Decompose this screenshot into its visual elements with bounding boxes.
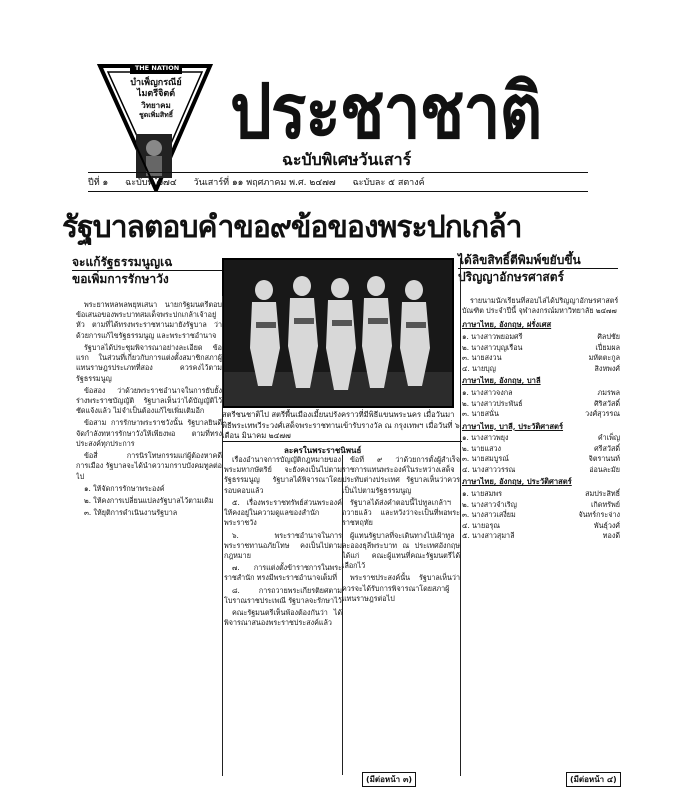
graduate-surname: สมประสิทธิ์ [585, 489, 620, 499]
article-paragraph: ๗. การแต่งตั้งข้าราชการในพระราชสำนัก ทรงมีพระราชอำนาจเต็มที่ [224, 563, 342, 583]
graduate-name: ๑. นางสาวพยอมศรี [462, 332, 523, 342]
graduate-name: ๓. นายสมบูรณ์ [462, 454, 509, 464]
photo-caption: สตรีชนชาติไป สตรีพื้นเมืองเมี้ยนปรังคราวที่มีพิธีแขนพระนคร เมื่อวันมาพิธีพระเทพวีระวงศ์เสด็จพระราชทานเข้ารับรางวัล ณ กรุงเทพฯ เมื่อวันที่ ๖ เดือน มินาคม ๒๔๗๗ [222, 410, 460, 441]
article-paragraph: รัฐบาลได้ส่งคำตอบนี้ไปทูลเกล้าฯ ถวายแล้ว และหวังว่าจะเป็นที่พอพระราชหฤทัย [342, 497, 460, 528]
graduate-row [462, 489, 620, 500]
dateline-price: ฉะบับละ ๕ สตางค์ [352, 178, 425, 188]
article-paragraph: ข้อสอง ว่าด้วยพระราชอำนาจในการยับยั้งร่างพระราชบัญญัติ รัฐบาลเห็นว่าได้บัญญัติไว้ชัดแจ้งแล้ว ไม่จำเป็นต้องแก้ไขเพิ่มเติมอีก [76, 385, 222, 416]
photo-note: ละครในพระราชนิพนธ์ [284, 445, 362, 455]
article-paragraph: ผู้แทนรัฐบาลที่จะเดินทางไปเฝ้าทูลละอองธุลีพระบาท ณ ประเทศอังกฤษ ได้แก่ คณะผู้แทนที่คณะรัฐมนตรีได้เลือกไว้ [342, 530, 460, 571]
graduate-row [462, 521, 620, 532]
dateline-date: วันเสาร์ที่ ๑๑ พฤศภาคม พ.ศ. ๒๔๗๗ [193, 178, 336, 188]
subhead-line: จะแก้รัฐธรรมนูญเฉ [72, 254, 222, 271]
article-list-item: ๑. ให้จัดการรักษาพระองค์ [84, 483, 165, 493]
graduate-row [462, 500, 620, 511]
graduate-name: ๑. นางสาวพยุง [462, 433, 509, 443]
article-paragraph: ข้อสี่ การนิรโทษกรรมแก่ผู้ต้องหาคดีการเมือง รัฐบาลจะได้นำความกราบบังคมทูลต่อไป [76, 451, 222, 481]
graduate-row [462, 332, 620, 343]
graduate-name: ๔. นายอรุณ [462, 520, 501, 530]
subhead-line: ปริญญาอักษรศาสตร์ [458, 270, 564, 285]
graduate-surname: ศิลปชัย [597, 332, 620, 342]
article-column-mid-2 [342, 455, 460, 775]
subhead-left [72, 254, 222, 287]
subhead-line: ขอเพิ่มการรักษาวัง [72, 272, 169, 287]
column-rule [460, 258, 461, 776]
graduate-surname: ศิริสวัสดิ์ [594, 398, 620, 408]
graduate-row [462, 465, 620, 476]
graduate-name: ๓. นายสนั่น [462, 409, 499, 419]
article-paragraph: พระราชประสงค์นั้น รัฐบาลเห็นว่าควรจะได้รับการพิจารณาโดยสภาผู้แทนราษฎรต่อไป [342, 573, 460, 603]
logo-banner: THE NATION [134, 64, 180, 72]
graduate-surname: อ่อนละมัย [589, 464, 620, 474]
dancers-photo-image [224, 260, 452, 406]
graduate-surname: ภมรพล [597, 388, 620, 398]
graduate-name: ๑. นางสาวจงกล [462, 388, 513, 398]
graduate-name: ๒. นางสาวบุญเรือน [462, 342, 523, 352]
graduates-group-heading: ภาษาไทย, อังกฤษ, ฝรั่งเศส [462, 320, 552, 330]
newspaper-title: ประชาชาติ [230, 67, 542, 156]
graduate-surname: คำเพ็ญ [597, 433, 620, 443]
dateline-issue: ฉะบับที่ ๗๗๔ [125, 178, 177, 188]
news-photo [222, 258, 454, 408]
graduate-row [462, 454, 620, 465]
graduate-surname: เกิดทรัพย์ [590, 499, 620, 509]
logo-motto-line: วิทยาคม [141, 100, 171, 110]
graduate-surname: ทองดี [602, 531, 620, 541]
graduate-name: ๓. นายสงวน [462, 353, 502, 363]
subhead-right [458, 252, 618, 285]
graduates-group-heading: ภาษาไทย, อังกฤษ, ประวัติศาสตร์ [462, 477, 572, 487]
graduate-row [462, 510, 620, 521]
graduates-group-heading: ภาษาไทย, บาลี, ประวัติศาสตร์ [462, 421, 564, 431]
article-paragraph: รัฐบาลได้ประชุมพิจารณาอย่างละเอียด ข้อแรก ในส่วนที่เกี่ยวกับการแต่งตั้งสมาชิกสภาผู้แทนราษฎรประเภทที่สอง ควรคงไว้ตามรัฐธรรมนูญ [76, 342, 222, 383]
article-column-mid-1 [224, 455, 342, 775]
graduate-row [462, 343, 620, 354]
continued-note-mid: (มีต่อหน้า ๓) [362, 772, 416, 787]
logo-motto-line: ไมตรีจิตต์ [136, 89, 176, 100]
graduate-name: ๕. นางสาวสุมาลี [462, 531, 515, 541]
graduate-name: ๓. นางสาวเสงี่ยม [462, 510, 516, 520]
article-paragraph: ๘. การถวายพระเกียรติยศตามโบราณราชประเพณี รัฐบาลจะรักษาไว้ [224, 585, 342, 605]
article-paragraph: พระยาพหลพลพยุหเสนา นายกรัฐมนตรีตอบ ข้อเสนอของพระบาทสมเด็จพระปกเกล้าเจ้าอยู่หัว ตามที่ได้ทรงพระราชทานมายังรัฐบาล ว่าด้วยการแก้ไขรัฐธรรมนูญ และพระราชอำนาจ [76, 300, 222, 340]
graduate-row [462, 433, 620, 444]
graduate-surname: เปี่ยมผล [595, 342, 620, 352]
dateline-year: ปีที่ ๑ [88, 178, 109, 188]
graduate-row [462, 531, 620, 542]
article-paragraph: ๖. พระราชอำนาจในการพระราชทานอภัยโทษ คงเป็นไปตามกฎหมาย [224, 530, 342, 560]
continued-note-right: (มีต่อหน้า ๔) [566, 772, 621, 787]
article-column-right [462, 296, 620, 766]
logo-motto [118, 78, 194, 119]
graduate-surname: ศรีสวัสดิ์ [594, 443, 620, 453]
article-list-item: ๒. ให้คงการเปลี่ยนแปลงรัฐบาลไว้ตามเดิม [84, 495, 214, 505]
logo-motto-line: บำเพ็ญกรณีย์ [130, 78, 182, 88]
graduate-surname: พันธุ์วงศ์ [593, 520, 620, 530]
main-headline: รัฐบาลตอบคำขอ๙ข้อของพระปกเกล้า [62, 210, 522, 245]
graduate-row [462, 444, 620, 455]
article-paragraph: ข้อสาม การรักษาพระราชวังนั้น รัฐบาลยินดีจัดกำลังทหารรักษาวังให้เพียงพอ ตามที่ทรงประสงค์ทุกประการ [76, 418, 222, 448]
graduate-name: ๑. นายสมพร [462, 489, 503, 499]
logo-motto-line: ชูดเพิ่มสิทธิ์ [138, 110, 174, 119]
graduate-surname: จันทร์กระจ่าง [578, 510, 620, 520]
graduates-intro: รายนามนักเรียนที่สอบไล่ได้ปริญญาอักษรศาสตร์บัณฑิต ประจำปีนี้ จุฬาลงกรณ์มหาวิทยาลัย ๒๔๗๗ [462, 296, 619, 316]
graduate-name: ๔. นางสาววรรณ [462, 464, 516, 474]
article-paragraph: คณะรัฐมนตรีเห็นพ้องต้องกันว่า ได้พิจารณาสนองพระราชประสงค์แล้ว [224, 608, 342, 628]
graduate-row [462, 399, 620, 410]
graduate-surname: สิงหพงศ์ [594, 363, 620, 373]
graduate-name: ๒. นางสาวประพันธ์ [462, 398, 523, 408]
graduate-surname: วงศ์สุวรรณ [585, 409, 620, 419]
article-paragraph: เรื่องอำนาจการบัญญัติกฎหมายของพระมหากษัตริย์ จะยังคงเป็นไปตามรัฐธรรมนูญ รัฐบาลได้พิจารณาโดยรอบคอบแล้ว [224, 455, 342, 495]
graduate-row [462, 409, 620, 420]
subhead-line: ได้ลิขสิทธิ์ตีพิมพ์ขยับขึ้น [458, 252, 618, 269]
article-list-item: ๓. ให้ยุติการดำเนินงานรัฐบาล [84, 508, 178, 518]
graduate-name: ๒. นางสาวจำเริญ [462, 499, 517, 509]
column-rule [222, 296, 223, 776]
article-paragraph: ข้อที่ ๙ ว่าด้วยการตั้งผู้สำเร็จราชการแทนพระองค์ในระหว่างเสด็จประทับต่างประเทศ รัฐบาลเห็นว่าควรเป็นไปตามรัฐธรรมนูญ [342, 455, 460, 495]
newspaper-subtitle: ฉะบับพิเศษวันเสาร์ [282, 150, 412, 169]
graduate-name: ๒. นายแสวง [462, 443, 502, 453]
article-paragraph: ๕. เรื่องพระราชทรัพย์ส่วนพระองค์ ให้คงอยู่ในความดูแลของสำนักพระราชวัง [224, 497, 342, 528]
graduates-group-heading: ภาษาไทย, อังกฤษ, บาลี [462, 376, 541, 386]
graduate-surname: จิตรานนท์ [588, 454, 620, 464]
article-column-left [76, 300, 222, 760]
dateline [88, 172, 588, 192]
graduate-row [462, 364, 620, 375]
graduate-name: ๔. นายบุญ [462, 363, 496, 373]
caption-divider [222, 441, 462, 442]
graduate-row [462, 388, 620, 399]
graduate-surname: มหัตตะกูล [588, 353, 620, 363]
graduate-row [462, 353, 620, 364]
